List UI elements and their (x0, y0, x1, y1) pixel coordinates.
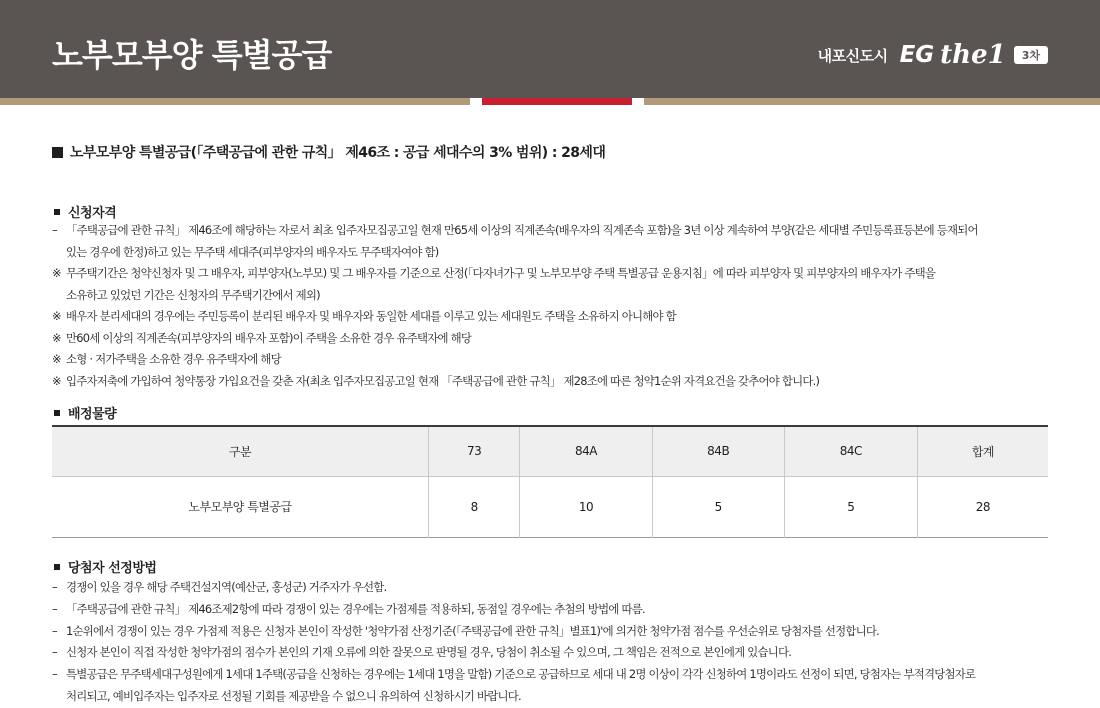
line-text: 특별공급은 무주택세대구성원에게 1세대 1주택(공급을 신청하는 경우에는 1세대 1명을 말함) 기준으로 공급하므로 세대 내 2명 이상이 각각 신청하여 1명이라도 선정이 되면, 당첨자는 부적격당첨자로 (66, 667, 976, 682)
section-heading-eligibility (54, 202, 116, 221)
line-text: 「주택공급에 관한 규칙」 제46조에 해당하는 자로서 최초 입주자모집공고일 현재 만65세 이상의 직계존속(배우자의 직계존속 포함)을 3년 이상 계속하여 부양(같은 세대별 주민등록표등본에 등재되어 (66, 223, 978, 237)
brand-location: 내포신도시 (817, 46, 888, 65)
body-line (52, 308, 676, 324)
line-marker: – (52, 645, 57, 660)
table-cell: 28 (917, 476, 1048, 537)
line-text: 소형 · 저가주택을 소유한 경우 유주택자에 해당 (66, 352, 281, 366)
body-line (52, 287, 320, 303)
section-heading-text: 당첨자 선정방법 (68, 561, 157, 576)
table-row (52, 476, 1048, 537)
table-header-row (52, 426, 1048, 476)
line-marker: – (52, 601, 57, 616)
table-header-cell: 84C (784, 426, 917, 476)
section-heading-allocation (54, 403, 116, 422)
body-line (52, 265, 935, 281)
body-line (52, 623, 879, 639)
table-cell: 5 (652, 476, 784, 537)
square-bullet-icon (52, 147, 63, 158)
table-cell: 10 (520, 476, 652, 537)
table-cell: 노부모부양 특별공급 (188, 500, 292, 514)
body-line (52, 244, 438, 260)
line-text: 신청자 본인이 직접 작성한 청약가점의 점수가 본인의 기재 오류에 의한 잘못으로 판명될 경우, 당첨이 취소될 수 있으며, 그 책임은 전적으로 본인에게 있습니다. (66, 645, 792, 660)
main-heading (52, 142, 605, 162)
phase-badge: 3차 (1014, 46, 1048, 64)
brand-eg: EG (899, 42, 935, 68)
accent-tab (482, 98, 632, 105)
section-heading-selection (54, 557, 156, 576)
body-line (52, 644, 791, 660)
body-line (52, 330, 471, 346)
brand-the1: the1 (940, 40, 1006, 70)
body-line (52, 373, 819, 389)
table-cell: 5 (784, 476, 917, 537)
line-marker: ※ (52, 330, 61, 345)
line-text: 「주택공급에 관한 규칙」 제46조제2항에 따라 경쟁이 있는 경우에는 가점제를 적용하되, 동점일 경우에는 추첨의 방법에 따름. (66, 601, 645, 616)
brand-logo (818, 40, 1048, 70)
body-line (52, 222, 978, 238)
body-line (52, 351, 281, 367)
square-bullet-icon (54, 564, 60, 570)
table-header-cell: 73 (429, 426, 520, 476)
line-text: 있는 경우에 한정)하고 있는 무주택 세대주(피부양자의 배우자도 무주택자여야 함) (66, 244, 439, 259)
line-marker: – (52, 223, 57, 237)
table-header-cell: 합계 (917, 426, 1048, 476)
page-header (0, 0, 1100, 98)
table-header-cell: 구분 (228, 444, 252, 459)
line-marker: – (52, 667, 57, 682)
square-bullet-icon (54, 410, 60, 416)
body-line (52, 601, 645, 617)
line-text: 1순위에서 경쟁이 있는 경우 가점제 적용은 신청자 본인이 작성한 '청약가점 산정기준(「주택공급에 관한 규칙」별표1)'에 의거한 청약가점 점수를 우선순위로 당첨자를 선정합니다. (66, 623, 880, 638)
section-heading-text: 배정물량 (68, 407, 117, 422)
body-line (52, 688, 521, 704)
body-line (52, 579, 386, 595)
line-text: 만60세 이상의 직계존속(피부양자의 배우자 포함)이 주택을 소유한 경우 유주택자에 해당 (66, 330, 472, 345)
line-text: 입주자저축에 가입하여 청약통장 가입요건을 갖춘 자(최초 입주자모집공고일 현재 「주택공급에 관한 규칙」 제28조에 따른 청약1순위 자격요건을 갖추어야 합니다.) (66, 373, 820, 388)
square-bullet-icon (54, 209, 60, 215)
allocation-table (52, 425, 1048, 538)
divider-gap-left (470, 98, 482, 105)
section-heading-text: 신청자격 (68, 206, 117, 221)
line-text: 소유하고 있었던 기간은 신청자의 무주택기간에서 제외) (66, 287, 320, 302)
table-cell: 8 (429, 476, 520, 537)
line-text: 처리되고, 예비입주자는 입주자로 선정될 기회를 제공받을 수 없으니 유의하여 신청하시기 바랍니다. (66, 689, 521, 703)
line-text: 무주택기간은 청약신청자 및 그 배우자, 피부양자(노부모) 및 그 배우자를 기준으로 산정(「다자녀가구 및 노부모부양 주택 특별공급 운용지침」에 따라 피부양자 및 피부양자의 배우자가 주택을 (66, 266, 936, 280)
line-marker: ※ (52, 309, 61, 323)
line-text: 경쟁이 있을 경우 해당 주택건설지역(예산군, 홍성군) 거주자가 우선함. (66, 580, 387, 594)
line-marker: ※ (52, 352, 61, 366)
table-header-cell: 84A (520, 426, 652, 476)
body-line (52, 666, 975, 682)
line-marker: – (52, 623, 57, 638)
line-marker: ※ (52, 266, 61, 280)
line-marker: ※ (52, 373, 61, 388)
table-header-cell: 84B (652, 426, 784, 476)
line-marker: – (52, 580, 57, 594)
page-title: 노부모부양 특별공급 (52, 36, 332, 74)
line-text: 배우자 분리세대의 경우에는 주민등록이 분리된 배우자 및 배우자와 동일한 세대를 이루고 있는 세대원도 주택을 소유하지 아니해야 함 (66, 309, 676, 323)
divider-gap-right (632, 98, 644, 105)
main-heading-text: 노부모부양 특별공급(「주택공급에 관한 규칙」 제46조 : 공급 세대수의 3% 범위) : 28세대 (70, 145, 606, 161)
